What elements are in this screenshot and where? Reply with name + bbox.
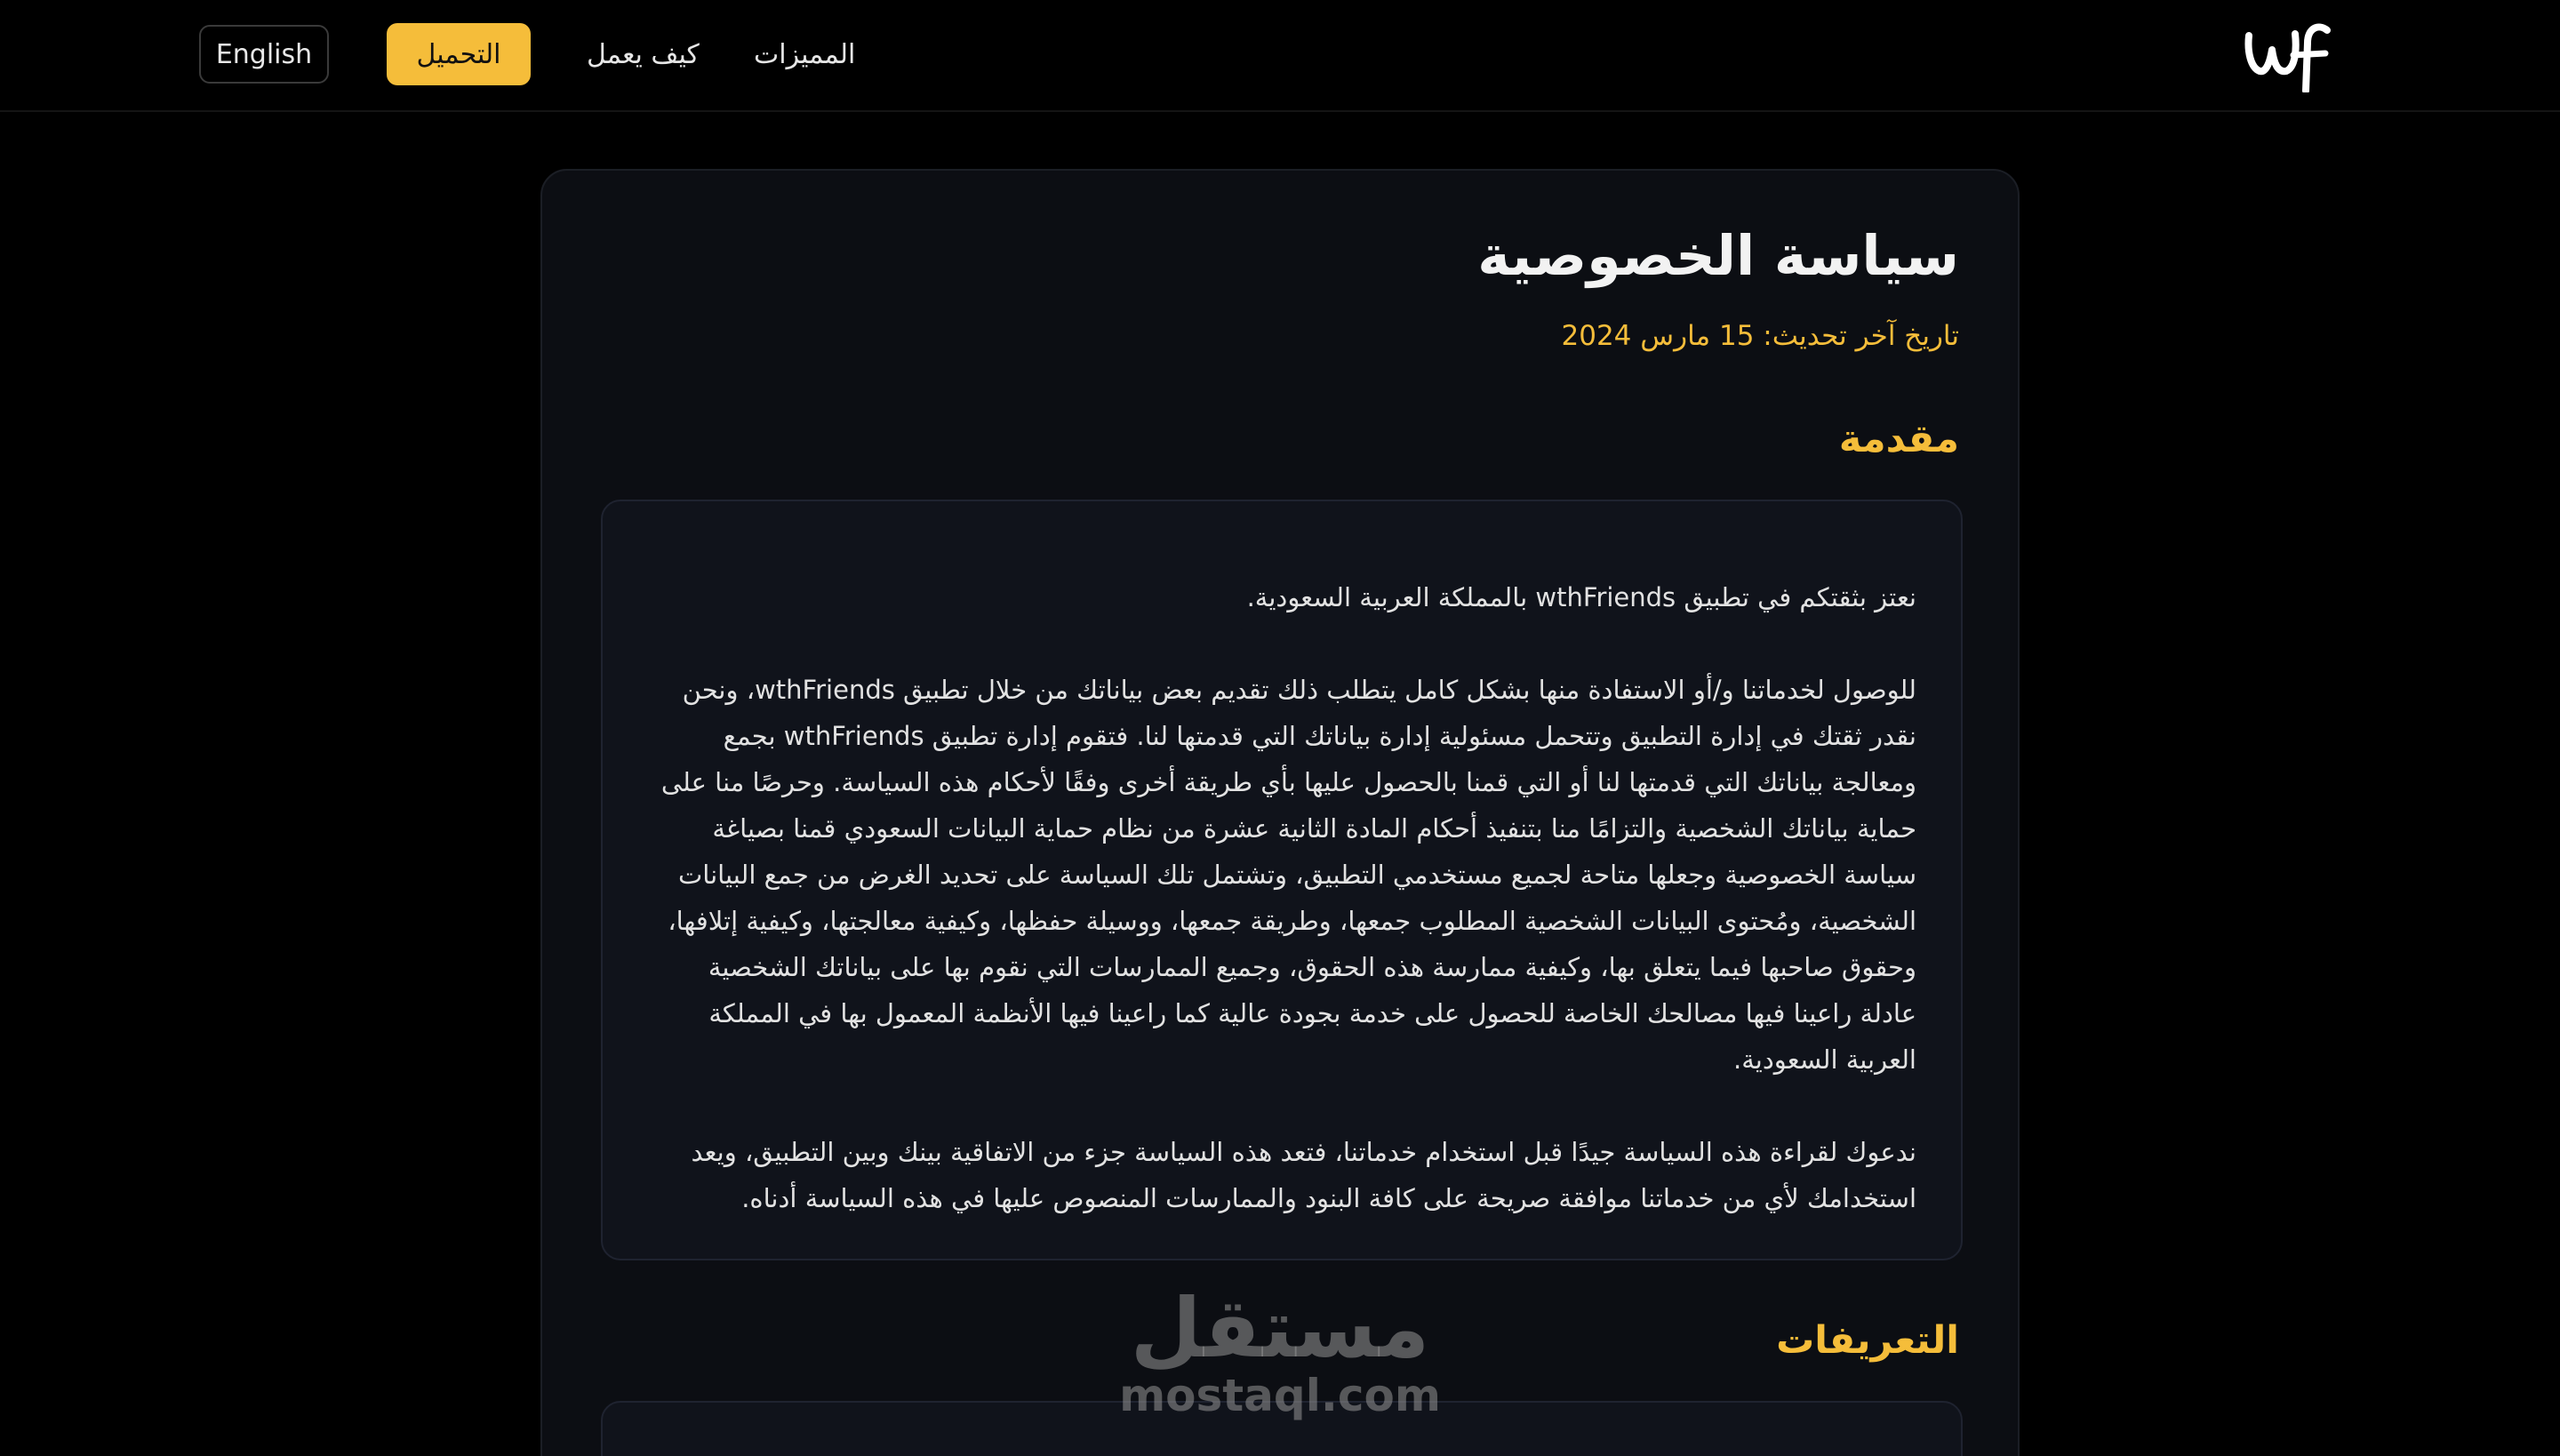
watermark-arabic-text: مستقل	[1130, 1281, 1430, 1376]
wf-logo[interactable]	[2240, 16, 2338, 92]
section-heading-definitions: التعريفات	[1776, 1318, 1959, 1363]
intro-paragraph: ندعوك لقراءة هذه السياسة جيدًا قبل استخدام خدماتنا، فتعد هذه السياسة جزء من الاتفاقية بينك وبين التطبيق، ويعد استخدامك لأي من خدماتنا موافقة صريحة على كافة البنود والممارسات المنصوص عليها في هذه السياسة أدناه.	[691, 1137, 1916, 1213]
top-navbar	[0, 0, 2560, 112]
policy-card	[540, 169, 2020, 1456]
definitions-section-box	[601, 1401, 1963, 1456]
intro-text	[658, 574, 1916, 1268]
nav-how-it-works-link[interactable]: كيف يعمل	[587, 38, 700, 70]
nav-features-link[interactable]: المميزات	[754, 38, 856, 70]
download-button[interactable]: التحميل	[387, 23, 531, 85]
intro-paragraph: نعتز بثقتكم في تطبيق wthFriends بالمملكة العربية السعودية.	[1246, 582, 1916, 612]
page-title: سياسة الخصوصية	[1477, 223, 1959, 288]
last-updated-date: تاريخ آخر تحديث: 15 مارس 2024	[1561, 320, 1959, 352]
intro-section-box	[601, 500, 1963, 1260]
section-heading-intro: مقدمة	[1838, 417, 1959, 461]
watermark-latin-text: mostaql.com	[1119, 1370, 1441, 1421]
intro-paragraph: للوصول لخدماتنا و/أو الاستفادة منها بشكل كامل يتطلب ذلك تقديم بعض بياناتك من خلال تطبيق wthFriends، ونحن نقدر ثقتك في إدارة التطبيق وتتحمل مسئولية إدارة بياناتك التي قدمتها لنا. فتقوم إدارة تطبيق wthFriends بجمع ومعالجة بياناتك التي قدمتها لنا أو التي قمنا بالحصول عليها بأي طريقة أخرى وفقًا لأحكام هذه السياسة. وحرصًا منا على حماية بياناتك الشخصية والتزامًا منا بتنفيذ أحكام المادة الثانية عشرة من نظام حماية البيانات السعودي قمنا بصياغة سياسة الخصوصية وجعلها متاحة لجميع مستخدمي التطبيق، وتشتمل تلك السياسة على تحديد الغرض من جمع البيانات الشخصية، ومُحتوى البيانات الشخصية المطلوب جمعها، وطريقة جمعها، ووسيلة حفظها، وكيفية معالجتها، وكيفية إتلافها، وحقوق صاحبها فيما يتعلق بها، وكيفية ممارسة هذه الحقوق، وجميع الممارسات التي نقوم بها على بياناتك الشخصية عادلة راعينا فيها مصالحك الخاصة للحصول على خدمة بجودة عالية كما راعينا فيها الأنظمة المعمول بها في المملكة العربية السعودية.	[660, 675, 1916, 1075]
wf-logo-icon	[2240, 16, 2338, 92]
language-switch-button[interactable]: English	[199, 25, 329, 84]
